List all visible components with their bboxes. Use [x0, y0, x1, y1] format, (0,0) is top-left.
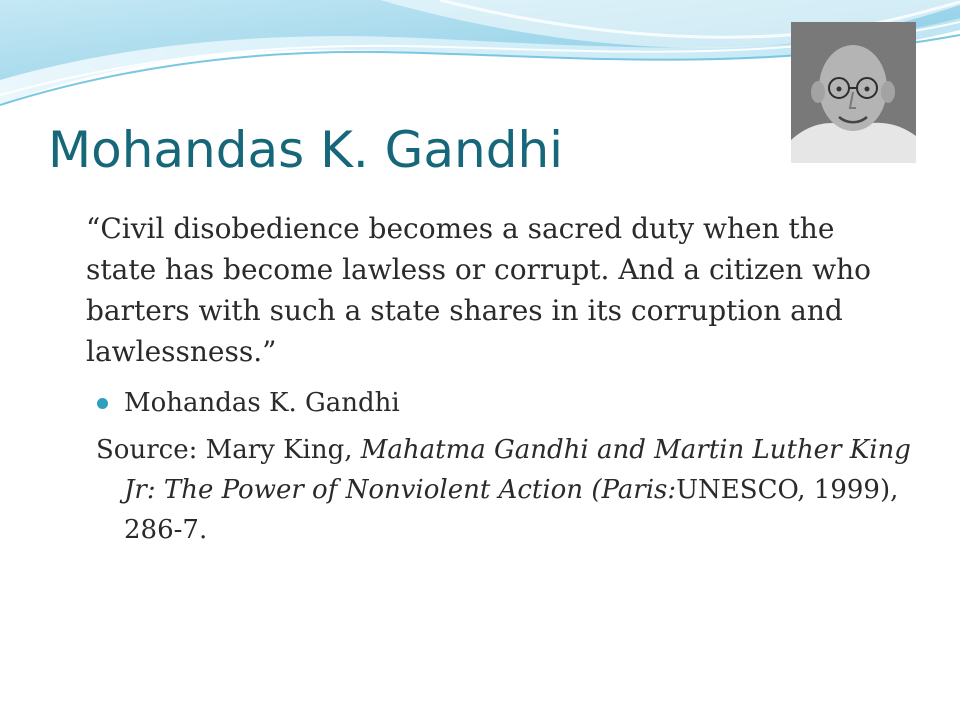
slide-title: Mohandas K. Gandhi — [48, 121, 564, 179]
source-publisher: UNESCO, 1999), 286-7. — [124, 475, 899, 545]
source-prefix: Source: Mary King, — [96, 435, 361, 465]
source-citation — [96, 430, 914, 550]
portrait-photo — [791, 22, 916, 163]
source-book-title: Mahatma Gandhi and Martin Luther King Jr: The Power of Nonviolent Action (Paris: — [124, 435, 911, 505]
quote-text: “Civil disobedience becomes a sacred duty when the state has become lawless or corrupt. And a citizen who barters with such a state shares in its corruption and lawlessness.” — [86, 212, 871, 368]
portrait-photo-gandhi-icon — [791, 22, 916, 163]
attribution-name: Mohandas K. Gandhi — [124, 388, 400, 418]
quote-attribution — [104, 384, 400, 422]
bullet-icon — [97, 398, 108, 409]
